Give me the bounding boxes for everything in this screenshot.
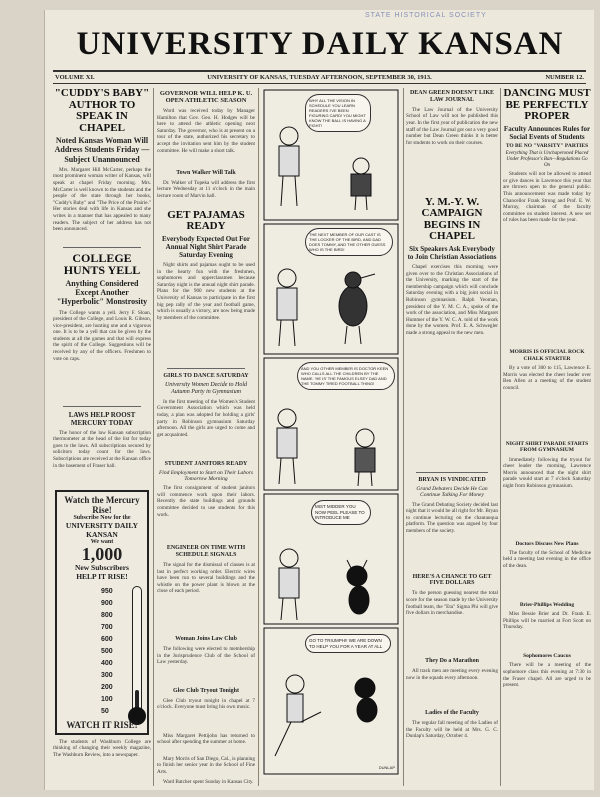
thermometer-scale-label: 500 (101, 647, 113, 655)
historical-society-stamp: STATE HISTORICAL SOCIETY (365, 12, 487, 19)
column-5 (503, 88, 591, 786)
article-text: Immediately following the tryout for cheer leader the morning, Lawrence Morris announced that the night shirt parade would start at 7 o'clock Saturday night from Robinson gymnasium. (503, 456, 591, 489)
headline-walker: Town Walker Will Talk (176, 169, 236, 176)
headline-janitors: STUDENT JANITORS READY (164, 460, 248, 467)
divider (63, 406, 141, 407)
headline-morris-cheer: MORRIS IS OFFICIAL ROCK CHALK STARTER (509, 349, 585, 362)
subscription-thermometer-box (55, 490, 149, 735)
article-janitors (157, 485, 255, 543)
article-morris-cheer (503, 365, 591, 439)
column-rule (403, 88, 404, 786)
article-college-yell (53, 310, 151, 402)
article-text: The honor of the law Kansan subscription thermometer at the head of the list for today goes to the laws. All subscriptions secured by solicitors today count for the laws. Subscriptions are received at the Kansan office in the basement of Fraser hall. (53, 429, 151, 469)
headline-college-yell: COLLEGE HUNTS YELL (63, 250, 141, 278)
article-text: Mary Morris of San Diego, Cal., is planning to finish her senior year in the School of Fine Arts. (157, 755, 255, 775)
masthead: UNIVERSITY DAILY KANSAN (76, 26, 564, 62)
article-engineer (157, 562, 255, 634)
volume-label: VOLUME XI. (55, 74, 95, 81)
article-text: The first consignment of student janitors will commence work upon their labors. Recently the state buildings and grounds committee decided to use students for this work. (157, 485, 255, 518)
comic-strip-drawing (261, 88, 401, 778)
thermometer-help: HELP IT RISE! (76, 571, 128, 581)
article-text: Ward Batcher spent Sunday in Kansas City. (163, 778, 254, 785)
article-text: The following were elected to membership in the Jurisprudence Club of the School of Law yesterday. (157, 645, 255, 666)
headline-wedding: Brier-Phillips Wedding (519, 601, 575, 608)
column-rule (258, 88, 259, 786)
thermometer-tube (132, 586, 142, 714)
subhead-pajamas: Everybody Expected Out For Annual Night Shirt Parade Saturday Evening (161, 234, 251, 260)
divider (416, 472, 488, 473)
headline-pajamas: GET PAJAMAS READY (167, 208, 245, 233)
headline-laws-mercury: LAWS HELP ROOST MERCURY TODAY (68, 410, 136, 427)
article-text: All track men are meeting every evening now in the squads every afternoon. (406, 668, 498, 681)
article-washburn (53, 739, 151, 779)
issue-number: NUMBER 12. (545, 74, 584, 81)
thermometer-new-subscribers: New Subscribers (75, 562, 129, 572)
thermometer-footer: WATCH IT RISE! (66, 719, 138, 730)
divider (63, 247, 141, 248)
article-laws-mercury (53, 430, 151, 484)
speech-balloon: MIST MIDDER YOU NOW PEEL PLEASE TO INTRODUCE ME (311, 500, 371, 525)
headline-glee-club: Glee Club Tryout Tonight (173, 687, 239, 694)
thermometer-paper: UNIVERSITY DAILY KANSAN (65, 520, 139, 539)
article-text: The faculty of the School of Medicine held a meeting last evening in the office of the dean. (503, 549, 591, 570)
headline-sophomores: Sophomores Caucus (523, 653, 571, 660)
article-law-journal (406, 107, 498, 193)
thermometer-title: Watch the Mercury Rise! (64, 494, 140, 515)
kicking-man-figure (275, 675, 321, 756)
article-text: There will be a meeting of the sophomore class this evening at 7:30 in the Fraser chapel. All are urged to be present. (503, 662, 591, 689)
thermometer-scale-label: 700 (101, 623, 113, 631)
headline-five-dollars: HERE'S A CHANCE TO GET FIVE DOLLARS (412, 573, 492, 587)
thermometer-scale-label: 900 (101, 599, 113, 607)
headline-marathon: They Do a Marathon (425, 658, 479, 665)
thermometer-scale-label: 400 (101, 659, 113, 667)
headline-girls-dance: GIRLS TO DANCE SATURDAY (163, 373, 249, 380)
article-text: The regular fall meeting of the Ladies of the Faculty will be held at Mrs. G. C. Dunlap's Saturday, October 4. (406, 720, 498, 740)
article-mccarter (53, 167, 151, 243)
thermometer-goal: 1,000 (81, 543, 123, 564)
article-morris (157, 756, 255, 776)
article-five-dollars (406, 590, 498, 656)
subhead-ymca-campaign: Six Speakers Ask Everybody to Join Christian Associations (407, 244, 497, 262)
headline-ymca-campaign: Y. M.-Y. W. CAMPAIGN BEGINS IN CHAPEL (421, 195, 483, 243)
article-sophomores (503, 662, 591, 702)
headline-law-club: Woman Joins Law Club (175, 636, 237, 643)
thermometer-scale-label: 50 (101, 707, 109, 715)
article-text: Glee Club tryout tonight in chapel at 7 o'clock. Everyone must bring his own music. (157, 697, 255, 711)
thermometer-scale-label: 800 (101, 611, 113, 619)
article-text: The signal for the dismissal of classes is at last in perfect working order. Electric wires have been run to several buildings and the whistle on the power plant is blown at the close of each period. (157, 562, 255, 595)
article-bryan (406, 502, 498, 572)
headline-faculty-ladies: Ladies of the Faculty (425, 710, 479, 717)
article-text: The students of Washburn College are thinking of changing their weekly magazine, The Washburn Review, into a newspaper. (53, 738, 151, 758)
column-1 (53, 88, 151, 786)
speech-balloon: WHY ALL THE VISION IN SCHEDULE YOU LEARN READERS I'VE BEEN FIGURING CARD! YOU MIGHT KNOW THE BALL IS HAVING A FIGHT! (305, 94, 371, 132)
child-figure (351, 158, 371, 210)
man-figure (277, 409, 297, 484)
subhead-janitors: Find Employment to Start on Their Labors Tomorrow Morning (158, 469, 254, 482)
article-text: Chapel exercises this morning were given over to the Christian Associations of the University, marking the start of the membership campaign which will conclude Saturday evening with a big joint social in Robinson gymnasium. Ralph Yeoman, president of the Y. M. C. A., spoke of the work of the association, and Miss Margaret Hummer of the Y. W. C. A. told of the work done by the women. Prof. E. A. Schwegler made a strong appeal to the new men. (406, 264, 498, 336)
thermometer-subscribe: Subscribe Now for the (73, 514, 131, 521)
article-law-club (157, 646, 255, 686)
subhead-bryan: Grand Debaters Decide He Can Continue Talking For Money (416, 485, 488, 499)
subhead-varsity: TO BE NO "VARSITY" PARTIES (505, 142, 589, 149)
speech-balloon: AND YOU OTHER MEMBER IS DOCTOR KEEN WHO CALLS ALL THE CHILDREN BY THE NAME. 'HE IS' THE FAMOUS ELSEY DAD AND THE TOMMY TIRED FOOTBALL THING! (297, 362, 395, 390)
column-2 (157, 88, 255, 786)
article-text: To the person guessing nearest the total score for the season made by the University football team, the "Eta" Sigma Phi will give five dollars in merchandise. (406, 590, 498, 617)
article-text: The Law Journal of the University School of Law will not be published this year. In the first year of publication the new staff of the Law Journal got out a very good number but Dean Green thinks it is better for students to work on their courses. (406, 106, 498, 146)
subhead-chaperon: Everything That is Unchaperoned Placed Under Professor's Ban—Regulations Go On (505, 151, 589, 168)
headline-law-journal: DEAN GREEN DOESN'T LIKE LAW JOURNAL (409, 90, 495, 103)
thermometer-scale-label: 100 (101, 695, 113, 703)
article-wedding (503, 611, 591, 651)
article-glee-club (157, 698, 255, 730)
thermometer-scale-label: 950 (101, 587, 113, 595)
speech-balloon: GO TO TRIUMPH!! WE ARE DOWN TO HELP YOU FOR A YEAR AT ALL (305, 634, 391, 653)
article-faculty-ladies (406, 720, 498, 750)
man-figure (277, 269, 297, 346)
article-text: Night shirts and pajamas ought to be used in the hearty fun with the freshmen, sophomores and upperclassmen because Saturday night is the annual night shirt parade. Plans for the 900 new students at the University of Kansas to participate in the first big pep rally of the year and football game, which is usually a victory, are now being made by members of the committee. (157, 262, 255, 321)
article-text: In the first meeting of the Women's Student Government Association which was held today, a plan was adopted for holding a girls' party in Robinson gymnasium Saturday afternoon. All the girls are urged to come and get acquainted. (157, 398, 255, 438)
divider (167, 368, 245, 369)
article-ymca-campaign (406, 264, 498, 468)
artist-signature: DUNLAP (378, 765, 395, 770)
column-rule (153, 88, 154, 786)
article-batcher (157, 779, 255, 786)
article-text: The College wants a yell. Jerry F. Sloan, president of the College, and Louis R. Gibson, vice-president, are hunting one and a vigorous one. It is to be a yell that can be given by the students at all the games and that will express the spirit of the College. Suggestions will be received by any of the officers. Freshmen to vote on caps. (53, 309, 151, 362)
headline-parade: NIGHT SHIRT PARADE STARTS FROM GYMNASIUM (505, 440, 589, 454)
comic-strip (261, 88, 401, 778)
issue-date: UNIVERSITY OF KANSAS, TUESDAY AFTERNOON, SEPTEMBER 30, 1913. (207, 74, 432, 81)
column-rule (500, 88, 501, 786)
article-pajamas (157, 262, 255, 364)
article-marathon (406, 668, 498, 708)
headline-mccarter: "CUDDY'S BABY" AUTHOR TO SPEAK IN CHAPEL (54, 88, 150, 134)
article-dancing (503, 171, 591, 347)
article-doctors (503, 550, 591, 600)
cat-figure (355, 678, 377, 722)
dateline-bar (53, 70, 586, 84)
column-4 (406, 88, 498, 786)
headline-doctors: Doctors Discuss New Plans (515, 540, 579, 547)
cat-figure (347, 560, 369, 614)
article-text: Students will not be allowed to attend or give dances in Lawrence this year that are thrown open to the general public. This announcement was made today by Chancellor Frank Strong and Prof. E. W. Murray, chairman of the faculty committee on student interest. A new set of rules has been made for the year. (503, 171, 591, 224)
article-pettijohn (157, 733, 255, 753)
speech-balloon: THE NEXT MEMBER OF OUR CAST IS THE LOCKER OF THE BIRD, AND DAD DOES TOMMY, AND THE OTHER GUESS WHO IS THE BIRD! (305, 228, 393, 256)
headline-bryan: BRYAN IS VINDICATED (418, 477, 486, 484)
thermometer-scale-label: 600 (101, 635, 113, 643)
subhead-mccarter: Noted Kansas Woman Will Address Students Friday —Subject Unannounced (54, 136, 150, 164)
article-parade (503, 457, 591, 539)
subhead-dancing: Faculty Announces Rules for Social Events of Students (503, 124, 591, 141)
doctor-figure (355, 429, 375, 486)
subhead-girls-dance: University Women Decide to Hold Autumn Party in Gymnasium (164, 381, 248, 395)
article-text: Dr. Walker of Topeka will address the first lecture Wednesday at 11 o'clock in the main lecture room of Marvin hall. (157, 179, 255, 200)
article-text: Word was received today by Manager Hamilton that Gov. Geo. H. Hodges will be here to attend the athletic opening next Saturday. The governor, who is at present on a tour of the state, authorized his secretary to accept the invitation sent him by the student committee. He will make a short talk. (157, 107, 255, 154)
headline-governor: GOVERNOR WILL HELP K. U. OPEN ATHLETIC SEASON (159, 90, 253, 105)
man-figure (279, 127, 299, 206)
article-girls-dance (157, 399, 255, 459)
headline-engineer: ENGINEER ON TIME WITH SCHEDULE SIGNALS (166, 545, 246, 559)
article-text: The Grand Debating Society decided last night that it would be all right for Mr. Bryan to continue lecturing on the chautauqua platform. The question was argued by four members of the society. (406, 501, 498, 534)
subhead-college-yell: Anything Considered Except Another "Hyperbolic" Monstrosity (56, 278, 148, 307)
headline-dancing: DANCING MUST BE PERFECTLY PROPER (503, 88, 591, 123)
bird-figure (339, 272, 375, 344)
article-walker (157, 180, 255, 206)
article-text: By a vote of 300 to 115, Lawrence E. Morris was elected the cheer leader over Ben Allen at a meeting of the student council. (503, 364, 591, 391)
article-text: Miss Margaret Pettijohn has returned to school after spending the summer at home. (157, 732, 255, 746)
newspaper-page (44, 10, 594, 790)
thermometer-scale-label: 200 (101, 683, 113, 691)
article-text: Mrs. Margaret Hill McCarter, perhaps the most prominent woman writer of Kansas, will speak at chapel Friday morning. Mrs. McCarter is well known to the students and the people of the state through her books, "Cuddy's Baby" and "The Price of the Prairie." Her stories deal with life in Kansas and she writes in a manner that has appealed to many readers. The subject of her address has not been announced. (53, 166, 151, 233)
man-figure (279, 549, 299, 620)
thermometer-scale-label: 300 (101, 671, 113, 679)
thermometer-want: We want (90, 538, 114, 545)
article-governor (157, 108, 255, 168)
article-text: Miss Bessie Brier and Dr. Frank E. Phillips will be married at Fort Scott on Thursday. (503, 611, 591, 631)
